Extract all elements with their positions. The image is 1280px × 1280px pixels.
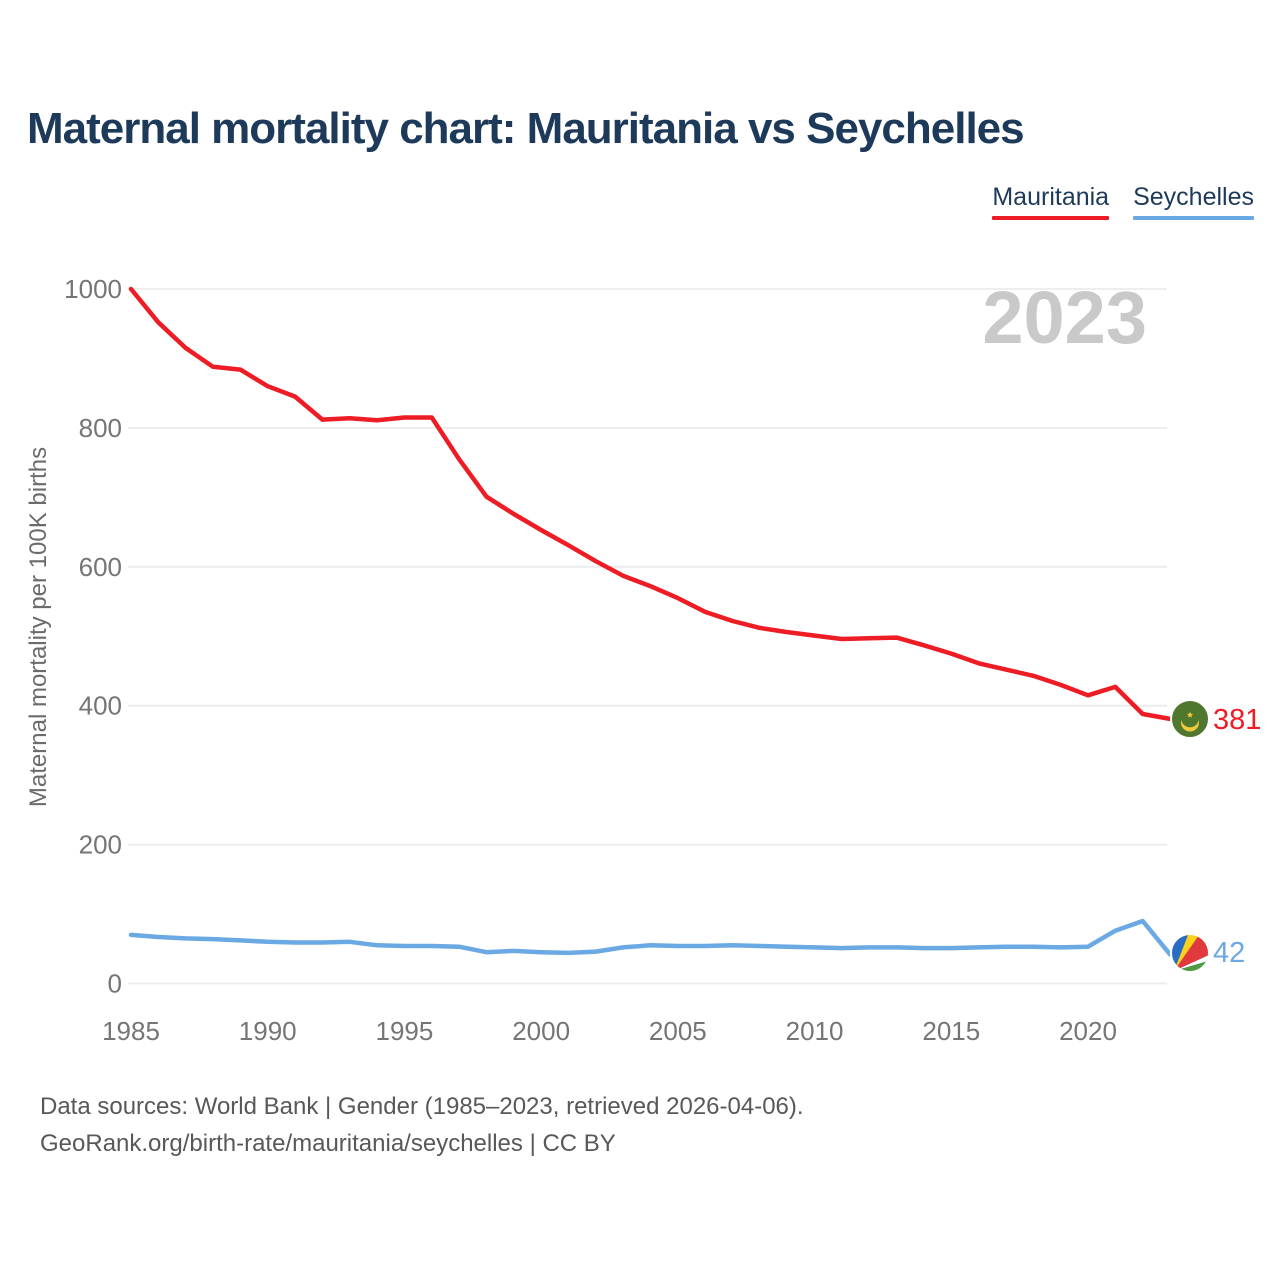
x-tick-label: 2015 <box>922 1016 981 1046</box>
x-tick-label: 2005 <box>648 1016 707 1046</box>
source-line-1: Data sources: World Bank | Gender (1985–2023, retrieved 2026-04-06). <box>40 1093 804 1120</box>
x-tick-label: 2020 <box>1059 1016 1117 1046</box>
x-tick-label: 1990 <box>238 1016 297 1046</box>
seychelles-end-value: 42 <box>1213 937 1246 969</box>
y-tick-label: 200 <box>78 829 122 860</box>
source-note <box>40 1088 804 1162</box>
seychelles-line[interactable] <box>131 921 1170 954</box>
y-tick-label: 1000 <box>64 274 122 304</box>
x-tick-label: 2010 <box>785 1016 844 1046</box>
y-tick-label: 800 <box>78 412 122 443</box>
y-tick-label: 0 <box>107 968 122 999</box>
x-tick-label: 2000 <box>512 1016 571 1046</box>
watermark-year: 2023 <box>982 276 1147 359</box>
x-tick-label: 1995 <box>375 1016 434 1046</box>
y-tick-label: 600 <box>78 551 122 582</box>
source-line-2: GeoRank.org/birth-rate/mauritania/seychelles | CC BY <box>40 1130 616 1157</box>
legend-label-mauritania: Mauritania <box>992 183 1110 211</box>
x-tick-label: 1985 <box>102 1016 160 1046</box>
legend-label-seychelles: Seychelles <box>1133 183 1254 211</box>
page-title: Maternal mortality chart: Mauritania vs Seychelles <box>27 104 1024 153</box>
mauritania-end-value: 381 <box>1213 704 1262 736</box>
mauritania-flag-icon <box>1171 700 1209 738</box>
y-axis-title: Maternal mortality per 100K births <box>25 446 52 808</box>
y-tick-label: 400 <box>78 690 122 721</box>
